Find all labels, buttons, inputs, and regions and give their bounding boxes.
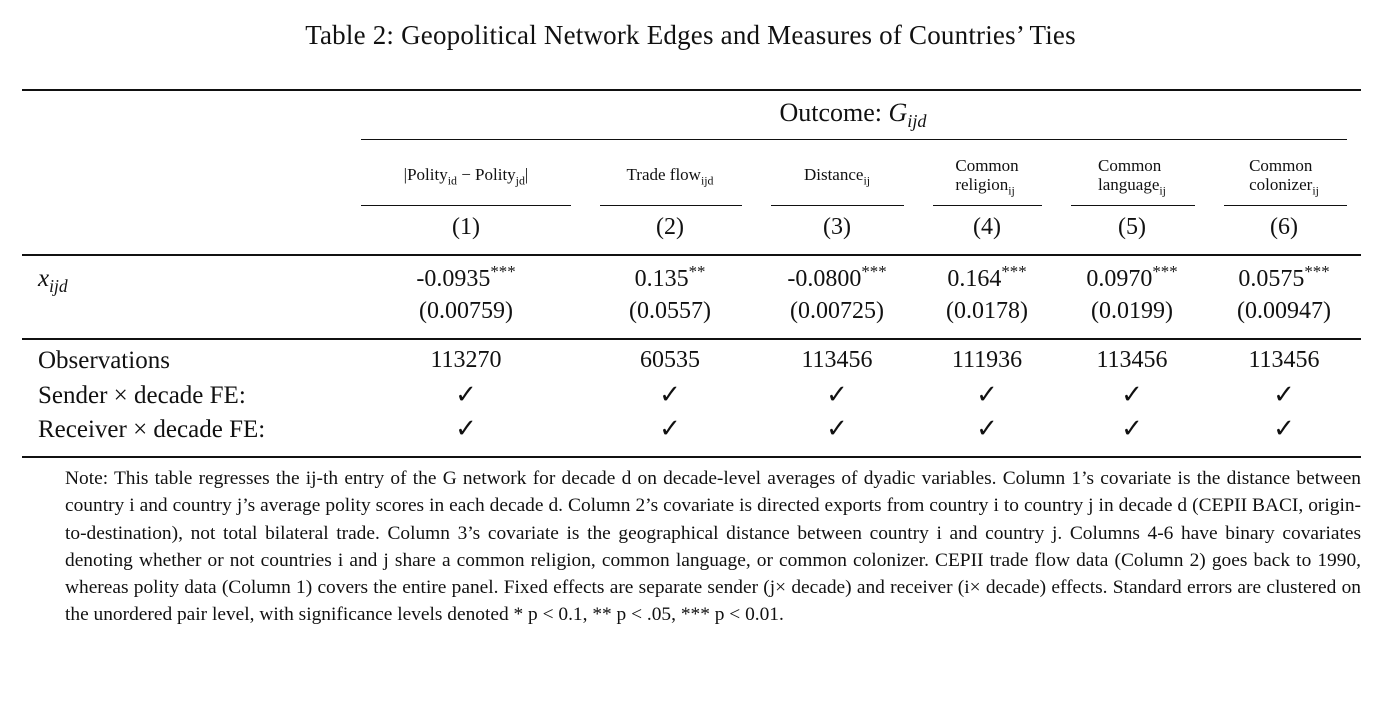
- receiver-fe-check-4: ✓: [976, 414, 998, 444]
- col-number-2: (2): [656, 214, 684, 240]
- obs-3: 113456: [801, 347, 873, 373]
- obs-4: 111936: [951, 347, 1023, 373]
- coef-4: 0.164***: [947, 262, 1027, 292]
- coef-1: -0.0935***: [416, 262, 516, 292]
- col-header-4: Common religion$_{ij}$: [955, 156, 1019, 198]
- top-rule: [22, 89, 1361, 91]
- receiver-fe-check-3: ✓: [826, 414, 848, 444]
- obs-6: 113456: [1248, 347, 1320, 373]
- col-underline-4: [933, 205, 1042, 206]
- receiver-fe-check-6: ✓: [1273, 414, 1295, 444]
- outcome-label: Outcome:: [779, 98, 883, 127]
- col-number-6: (6): [1270, 214, 1298, 240]
- se-1: (0.00759): [419, 298, 513, 324]
- receiver-fe-check-2: ✓: [659, 414, 681, 444]
- observations-label: Observations: [38, 347, 170, 374]
- sender-fe-check-2: ✓: [659, 380, 681, 410]
- outcome-sub: ijd: [907, 111, 927, 132]
- col-number-3: (3): [823, 214, 851, 240]
- table-note: Note: This table regresses the ij-th entry of the G network for decade d on decade-level averages of dyadic variables. Column 1’s covariate is the distance between country i and country j’s average polity scores in each decade d. Column 2’s covariate is directed exports from country i to country j in decade d (CEPII BACI, origin-to-destination), not total bilateral trade. Column 3’s covariate is the geographical distance between country i and country j. Columns 4-6 have binary covariates denoting whether or not countries i and j share a common religion, common language, or common colonizer. CEPII trade flow data (Column 2) goes back to 1990, whereas polity data (Column 1) covers the entire panel. Fixed effects are separate sender (j× decade) and receiver (i× decade) effects. Standard errors are clustered on the unordered pair level, with significance levels denoted * p < 0.1, ** p < .05, *** p < 0.01.: [65, 468, 1361, 626]
- obs-1: 113270: [430, 347, 502, 373]
- sender-fe-check-4: ✓: [976, 380, 998, 410]
- se-5: (0.0199): [1091, 298, 1173, 324]
- col-header-2: Trade flow$_{ijd}$: [626, 165, 714, 188]
- se-6: (0.00947): [1237, 298, 1331, 324]
- sender-fe-check-6: ✓: [1273, 380, 1295, 410]
- col-header-1: |Polity$_{id}$ − Polity$_{jd}$|: [403, 165, 529, 188]
- outcome-var: G: [888, 98, 908, 127]
- coef-6: 0.0575***: [1238, 262, 1330, 292]
- sender-fe-label: Sender × decade FE:: [38, 382, 246, 409]
- col-underline-2: [600, 205, 742, 206]
- col-number-4: (4): [973, 214, 1001, 240]
- receiver-fe-label: Receiver × decade FE:: [38, 416, 266, 443]
- col-underline-6: [1224, 205, 1347, 206]
- receiver-fe-check-1: ✓: [455, 414, 477, 444]
- col-underline-1: [361, 205, 571, 206]
- col-underline-5: [1071, 205, 1195, 206]
- header-bottom-rule: [22, 254, 1361, 256]
- obs-2: 60535: [640, 347, 700, 373]
- sender-fe-check-5: ✓: [1121, 380, 1143, 410]
- coef-3: -0.0800***: [787, 262, 887, 292]
- se-4: (0.0178): [946, 298, 1028, 324]
- outcome-underline: [361, 139, 1347, 140]
- coef-2: 0.135**: [634, 262, 706, 292]
- table-title: Table 2: Geopolitical Network Edges and Measures of Countries’ Ties: [305, 20, 1076, 50]
- sender-fe-check-3: ✓: [826, 380, 848, 410]
- col-header-5: Common language$_{ij}$: [1098, 156, 1166, 198]
- se-3: (0.00725): [790, 298, 884, 324]
- coef-5: 0.0970***: [1086, 262, 1178, 292]
- col-header-6: Common colonizer$_{ij}$: [1249, 156, 1319, 198]
- col-number-5: (5): [1118, 214, 1146, 240]
- col-header-3: Distance$_{ij}$: [803, 165, 871, 188]
- se-2: (0.0557): [629, 298, 711, 324]
- outcome-header: [779, 98, 926, 132]
- x-var-label: $x_{ijd}$: [38, 265, 68, 296]
- receiver-fe-check-5: ✓: [1121, 414, 1143, 444]
- body-rule: [22, 338, 1361, 340]
- col-number-1: (1): [452, 214, 480, 240]
- bottom-rule: [22, 456, 1361, 458]
- obs-5: 113456: [1096, 347, 1168, 373]
- col-underline-3: [771, 205, 904, 206]
- sender-fe-check-1: ✓: [455, 380, 477, 410]
